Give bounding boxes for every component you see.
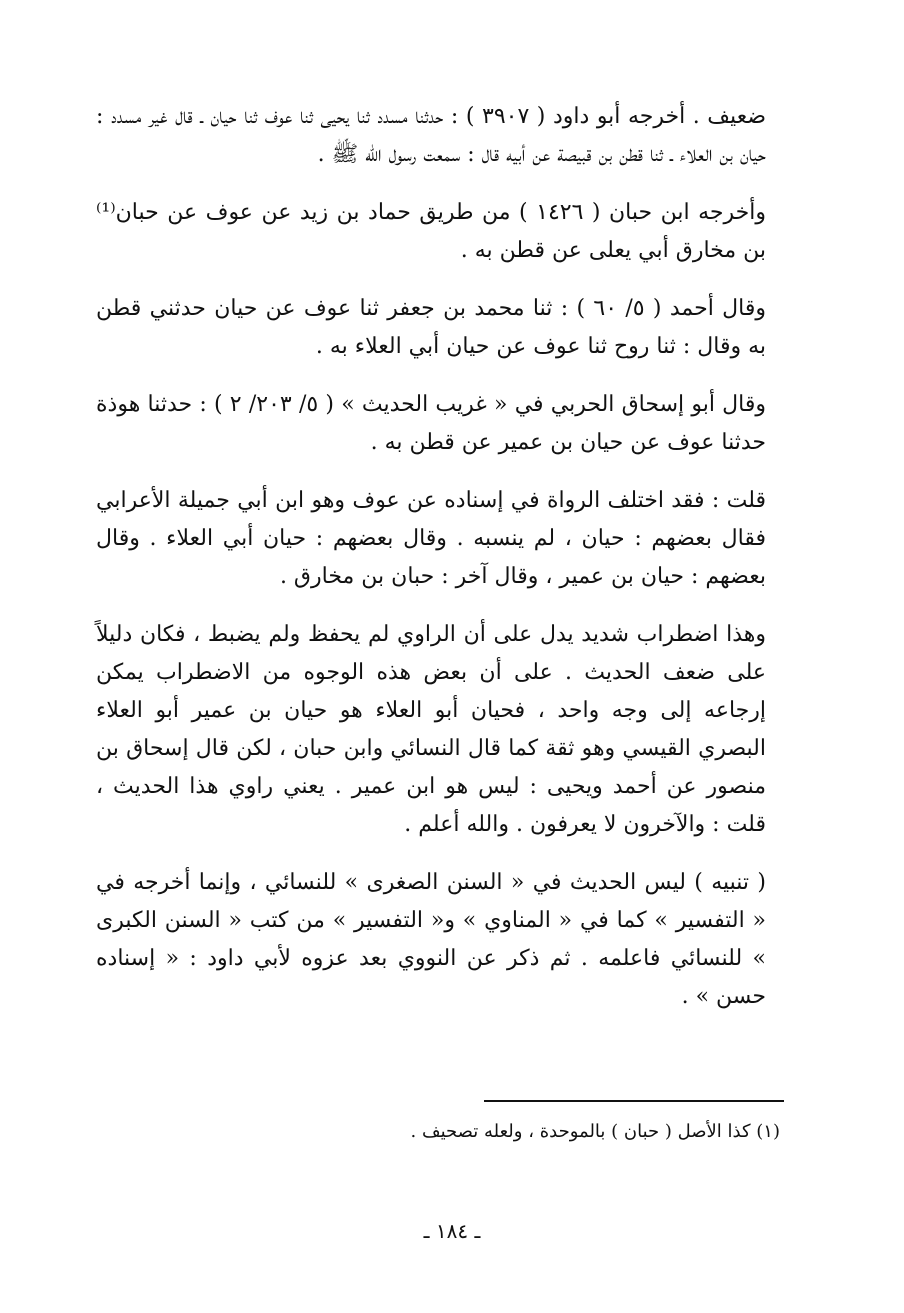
paragraph-7: ( تنبيه ) ليس الحديث في « السنن الصغرى » للنسائي ، وإنما أخرجه في « التفسير » كما في « المناوي » و« التفسير » من كتب « السنن الكبرى » للنسائي فاعلمه . ثم ذكر عن النووي بعد عزوه لأبي داود : « إسناده حسن » . (96, 870, 766, 1009)
paragraph-6: وهذا اضطراب شديد يدل على أن الراوي لم يحفظ ولم يضبط ، فكان دليلاً على ضعف الحديث . على أن بعض هذه الوجوه من الاضطراب يمكن إرجاعه إلى وجه واحد ، فحيان أبو العلاء هو حيان بن عمير أبو العلاء البصري القيسي وهو ثقة كما قال النسائي وابن حبان ، لكن قال إسحاق بن منصور عن أحمد ويحيى : ليس هو ابن عمير . يعني راوي هذا الحديث ، قلت : والآخرون لا يعرفون . والله أعلم . (96, 622, 766, 837)
paragraph-1: ضعيف . أخرجه أبو داود ( ٣٩٠٧ ) : حدثنا مسدد ثنا يحيى ثنا عوف ثنا حيان ـ قال غير مسدد : حيان بن العلاء ـ ثنا قطن بن قبيصة عن أبيه قال : سمعت رسول الله ﷺ . (96, 104, 766, 167)
footnote-divider (484, 1100, 784, 1102)
footnote: (١) كذا الأصل ( حبان ) بالموحدة ، ولعله تصحيف . (410, 1121, 780, 1142)
main-text (96, 98, 766, 1036)
paragraph-3: وقال أحمد ( ٥/ ٦٠ ) : ثنا محمد بن جعفر ثنا عوف عن حيان حدثني قطن به وقال : ثنا روح ثنا عوف عن حيان أبي العلاء به . (96, 296, 766, 359)
paragraph-2: وأخرجه ابن حبان ( ١٤٢٦ ) من طريق حماد بن زيد عن عوف عن حبان⁽¹⁾ بن مخارق أبي يعلى عن قطن به . (96, 200, 766, 263)
paragraph-4: وقال أبو إسحاق الحربي في « غريب الحديث » ( ٥/ ٢٠٣/ ٢ ) : حدثنا هوذة حدثنا عوف عن حيان بن عمير عن قطن به . (96, 392, 767, 455)
page-number: ـ ١٨٤ ـ (423, 1219, 481, 1243)
paragraph-5: قلت : فقد اختلف الرواة في إسناده عن عوف وهو ابن أبي جميلة الأعرابي فقال بعضهم : حيان ، لم ينسبه . وقال بعضهم : حيان أبي العلاء . وقال بعضهم : حيان بن عمير ، وقال آخر : حبان بن مخارق . (96, 488, 766, 589)
